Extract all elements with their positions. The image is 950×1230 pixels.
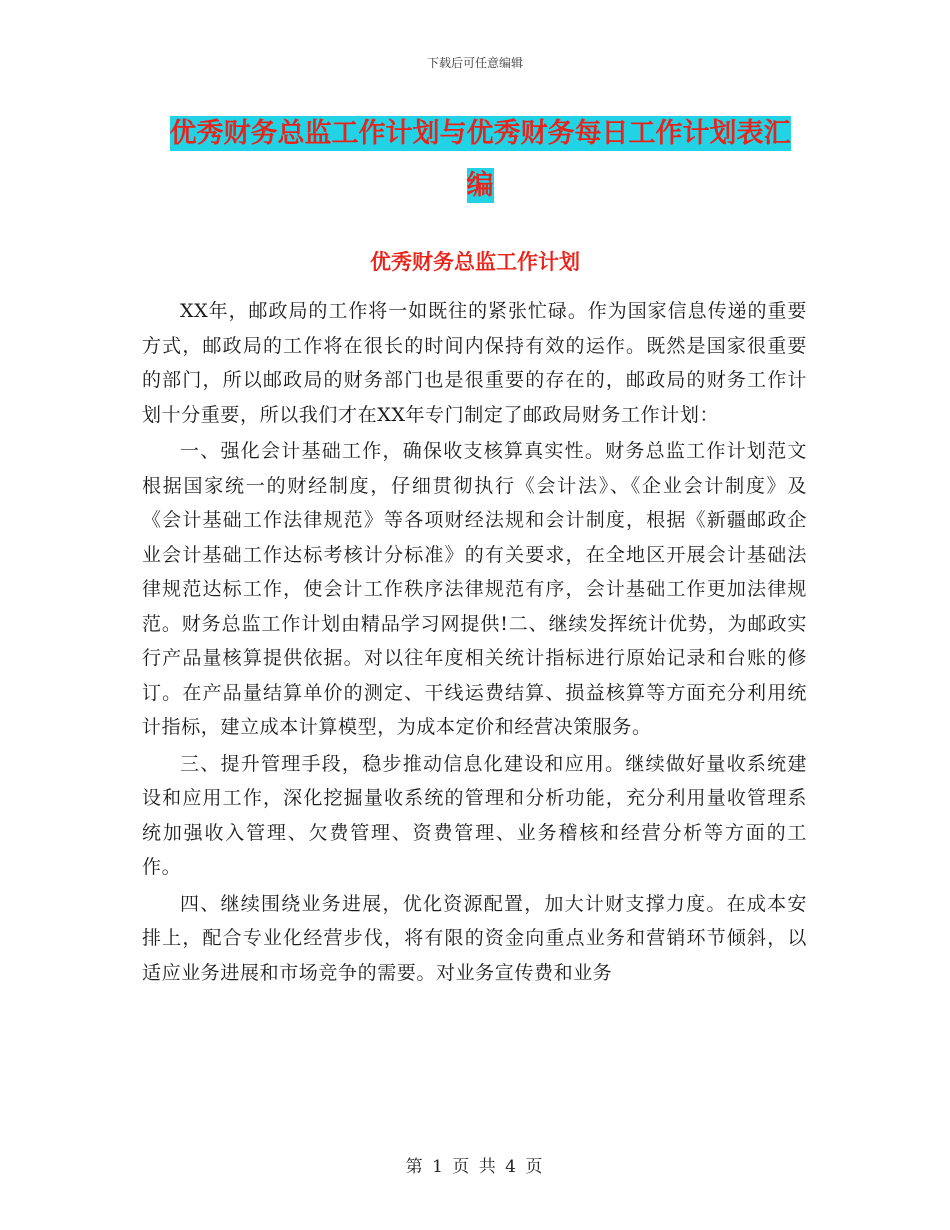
paragraph: 四、继续围绕业务进展，优化资源配置，加大计财支撑力度。在成本安排上，配合专业化经营步伐，将有限的资金向重点业务和营销环节倾斜，以适应业务进展和市场竞争的需要。对业务宣传费和业务 (142, 892, 807, 984)
section-heading: 优秀财务总监工作计划 (370, 250, 580, 274)
paragraph: 三、提升管理手段，稳步推动信息化建设和应用。继续做好量收系统建设和应用工作，深化挖掘量收系统的管理和分析功能，充分利用量收管理系统加强收入管理、欠费管理、资费管理、业务稽核和经营分析等方面的工作。 (142, 752, 807, 878)
page-header-note: 下载后可任意编辑 (426, 56, 523, 70)
document-title (150, 108, 810, 212)
document-title-line2: 编 (466, 170, 494, 201)
paragraph: 一、强化会计基础工作，确保收支核算真实性。财务总监工作计划范文根据国家统一的财经制度，仔细贯彻执行《会计法》、《企业会计制度》及《会计基础工作法律规范》等各项财经法规和会计制度，根据《新疆邮政企业会计基础工作达标考核计分标准》的有关要求，在全地区开展会计基础法律规范达标工作，使会计工作秩序法律规范有序，会计基础工作更加法律规范。财务总监工作计划由精品学习网提供!二、继续发挥统计优势，为邮政实行产品量核算提供依据。对以往年度相关统计指标进行原始记录和台账的修订。在产品量结算单价的测定、干线运费结算、损益核算等方面充分利用统计指标，建立成本计算模型，为成本定价和经营决策服务。 (142, 440, 807, 738)
page-number: 第 1 页 共 4 页 (405, 1157, 545, 1177)
body-text (142, 294, 807, 992)
document-title-line1: 优秀财务总监工作计划与优秀财务每日工作计划表汇 (169, 118, 791, 149)
paragraph: XX年，邮政局的工作将一如既往的紧张忙碌。作为国家信息传递的重要方式，邮政局的工作将在很长的时间内保持有效的运作。既然是国家很重要的部门，所以邮政局的财务部门也是很重要的存在的，邮政局的财务工作计划十分重要，所以我们才在XX年专门制定了邮政局财务工作计划： (142, 300, 807, 426)
